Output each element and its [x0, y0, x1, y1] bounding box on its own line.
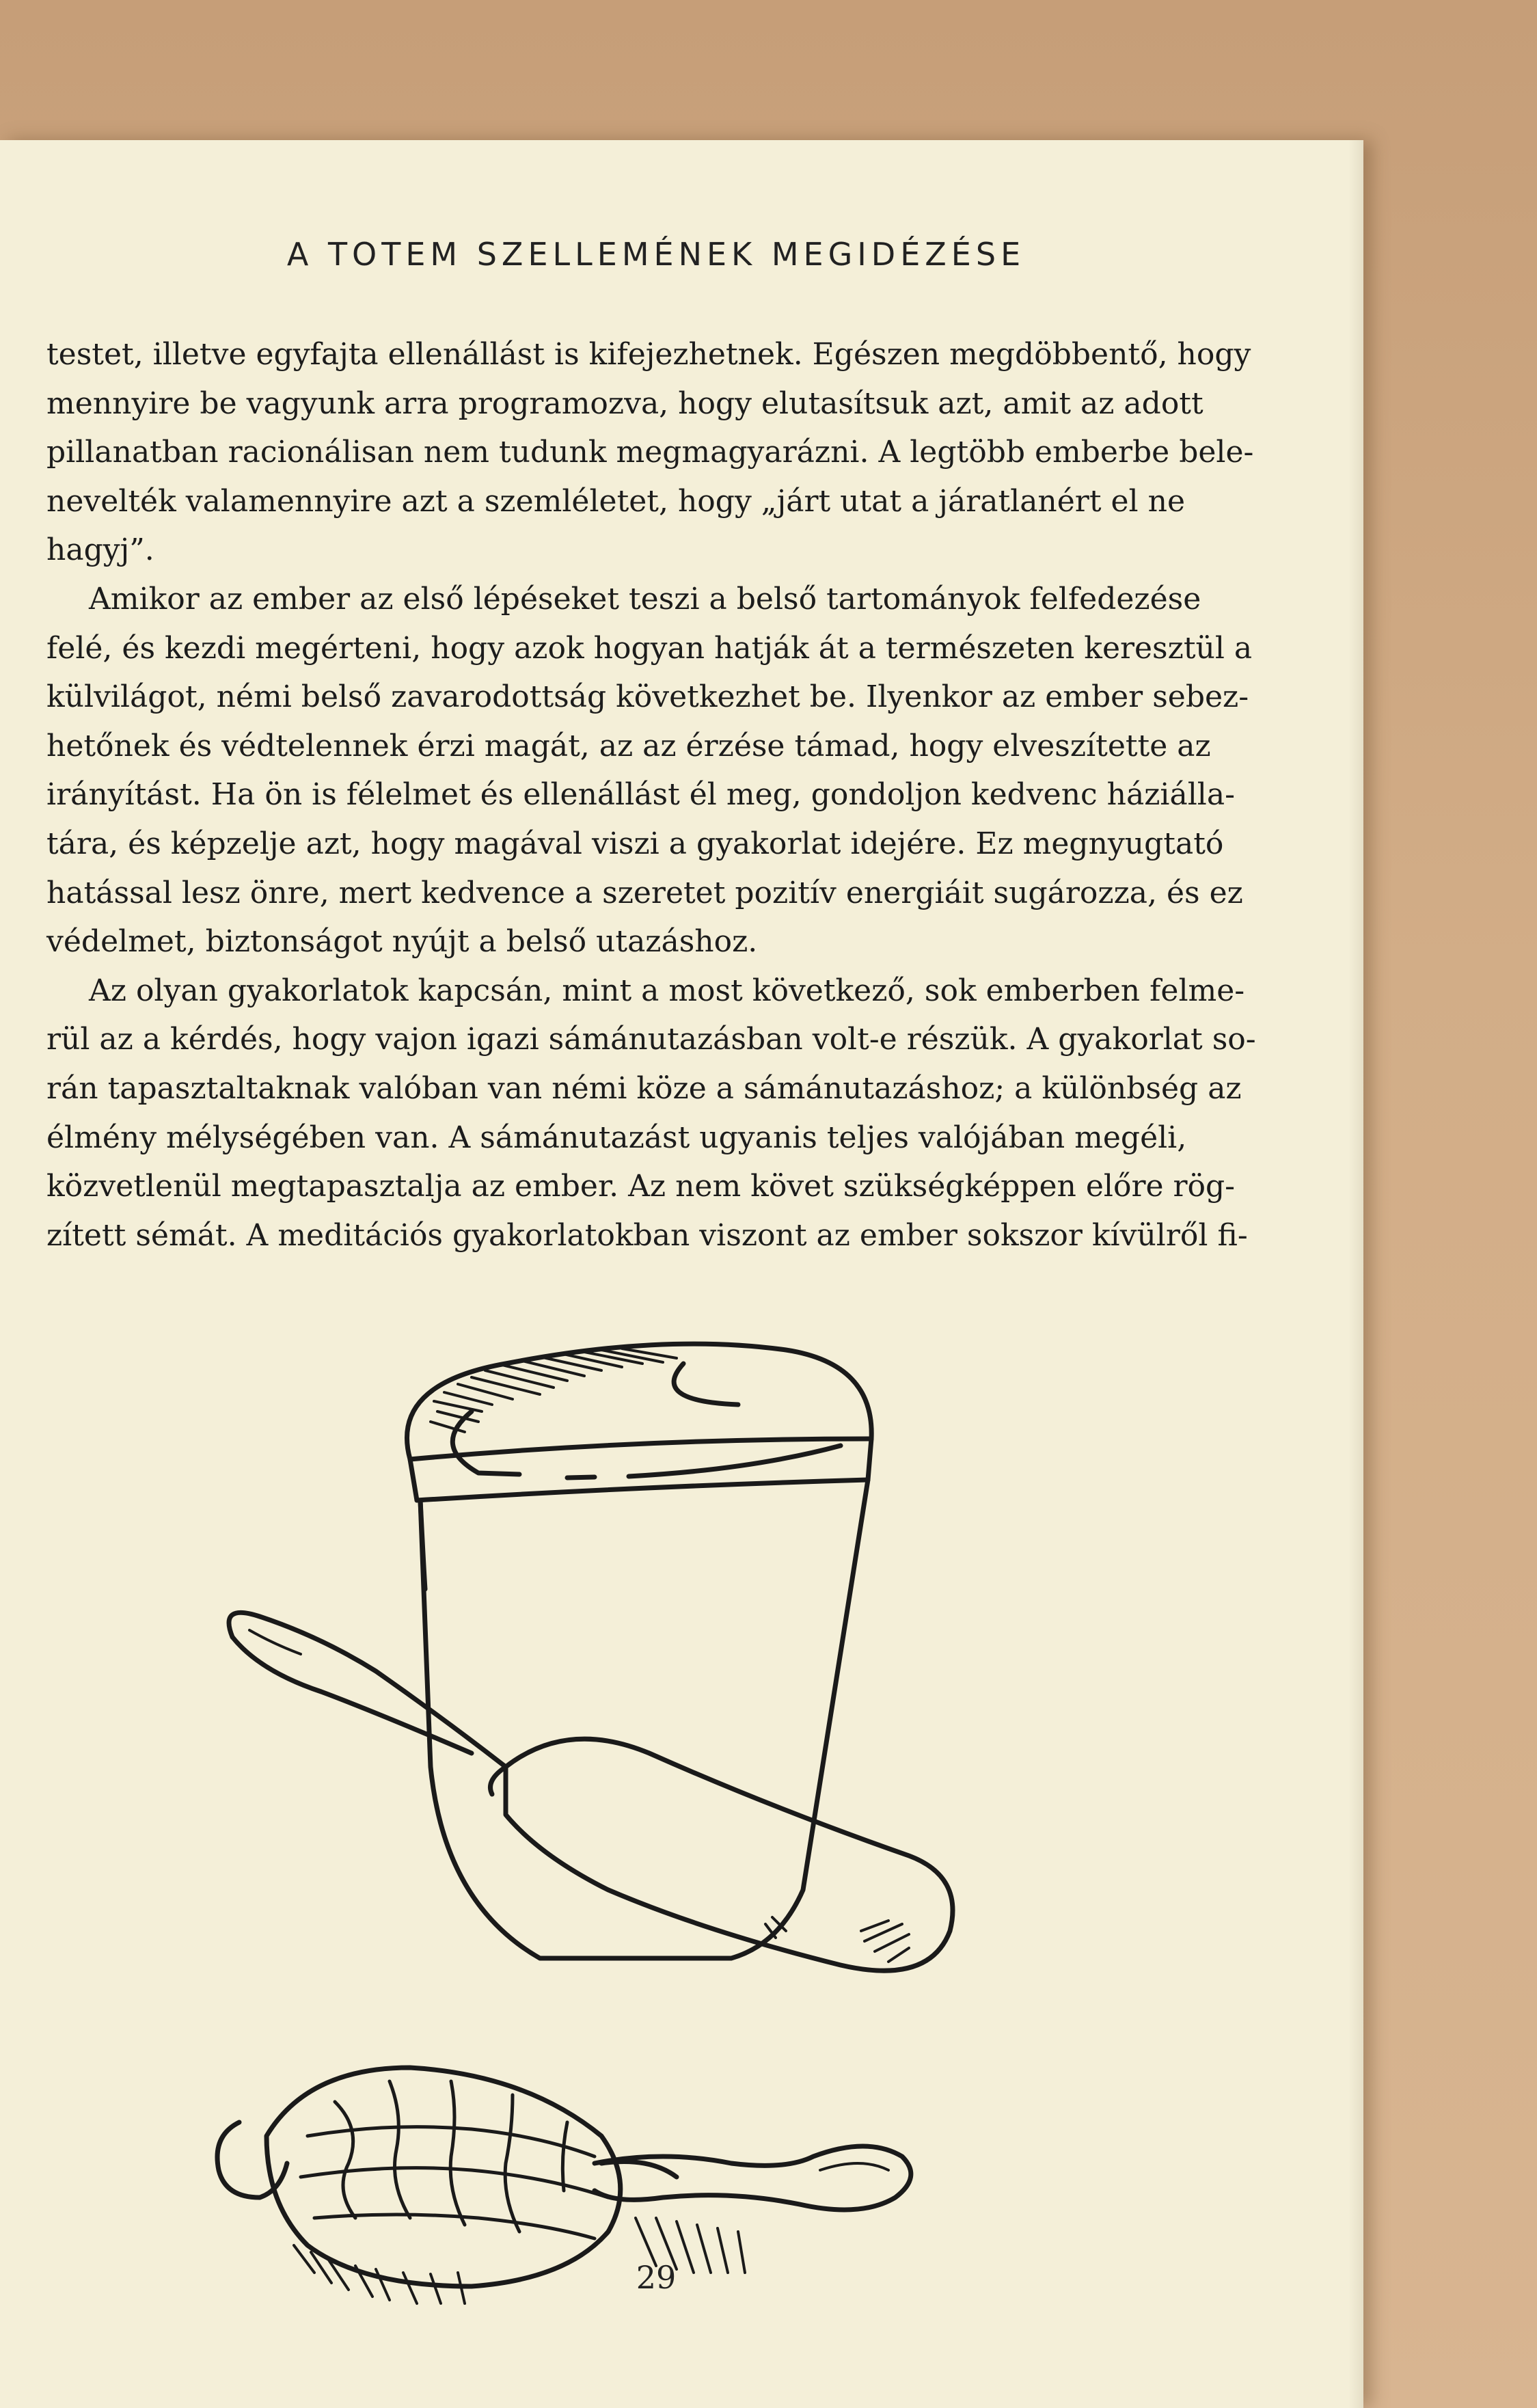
text-line: irányítást. Ha ön is félelmet és ellenállást él meg, gondoljon kedvenc háziálla-: [46, 777, 1235, 813]
text-line: mennyire be vagyunk arra programozva, hogy elutasítsuk azt, amit az adott: [46, 385, 1203, 421]
book-page: [0, 140, 1363, 2408]
text-line: pillanatban racionálisan nem tudunk megmagyarázni. A legtöbb emberbe bele-: [46, 435, 1254, 470]
text-line: hetőnek és védtelennek érzi magát, az az érzése támad, hogy elveszítette az: [46, 728, 1211, 763]
text-line: felé, és kezdi megérteni, hogy azok hogyan hatják át a természeten keresztül a: [46, 630, 1253, 666]
text-line: hagyj”.: [46, 532, 154, 568]
paragraph-start-line: Amikor az ember az első lépéseket teszi a belső tartományok felfedezése: [89, 581, 1201, 617]
page-number: 29: [636, 2259, 677, 2296]
spoon-drawing: [229, 1612, 953, 1971]
pot-spoon-turtle-illustration: [185, 1275, 1141, 2327]
paragraph-start-line: Az olyan gyakorlatok kapcsán, mint a most következő, sok emberben felme-: [89, 973, 1245, 1008]
pot-drawing: [407, 1344, 872, 1958]
text-line: közvetlenül megtapasztalja az ember. Az nem követ szükségképpen előre rög-: [46, 1169, 1236, 1204]
running-title: A TOTEM SZELLEMÉNEK MEGIDÉZÉSE: [286, 236, 1026, 273]
text-line: védelmet, biztonságot nyújt a belső utazáshoz.: [46, 924, 758, 960]
text-line: testet, illetve egyfajta ellenállást is kifejezhetnek. Egészen megdöbbentő, hogy: [46, 337, 1251, 372]
text-line: tára, és képzelje azt, hogy magával viszi a gyakorlat idejére. Ez megnyugtató: [46, 826, 1224, 861]
page-edge-shadow: [1348, 140, 1363, 2408]
text-line: zített sémát. A meditációs gyakorlatokban viszont az ember sokszor kívülről fi-: [46, 1217, 1248, 1253]
text-line: külvilágot, némi belső zavarodottság következhet be. Ilyenkor az ember sebez-: [46, 679, 1249, 715]
text-line: nevelték valamennyire azt a szemléletet, hogy „járt utat a járatlanért el ne: [46, 483, 1185, 519]
body-text: [46, 330, 1256, 1260]
text-line: rül az a kérdés, hogy vajon igazi sámánutazásban volt-e részük. A gyakorlat so-: [46, 1022, 1256, 1057]
text-line: rán tapasztaltaknak valóban van némi köze a sámánutazáshoz; a különbség az: [46, 1070, 1242, 1106]
text-line: hatással lesz önre, mert kedvence a szeretet pozitív energiáit sugározza, és ez: [46, 875, 1243, 910]
text-line: élmény mélységében van. A sámánutazást ugyanis teljes valójában megéli,: [46, 1120, 1187, 1155]
